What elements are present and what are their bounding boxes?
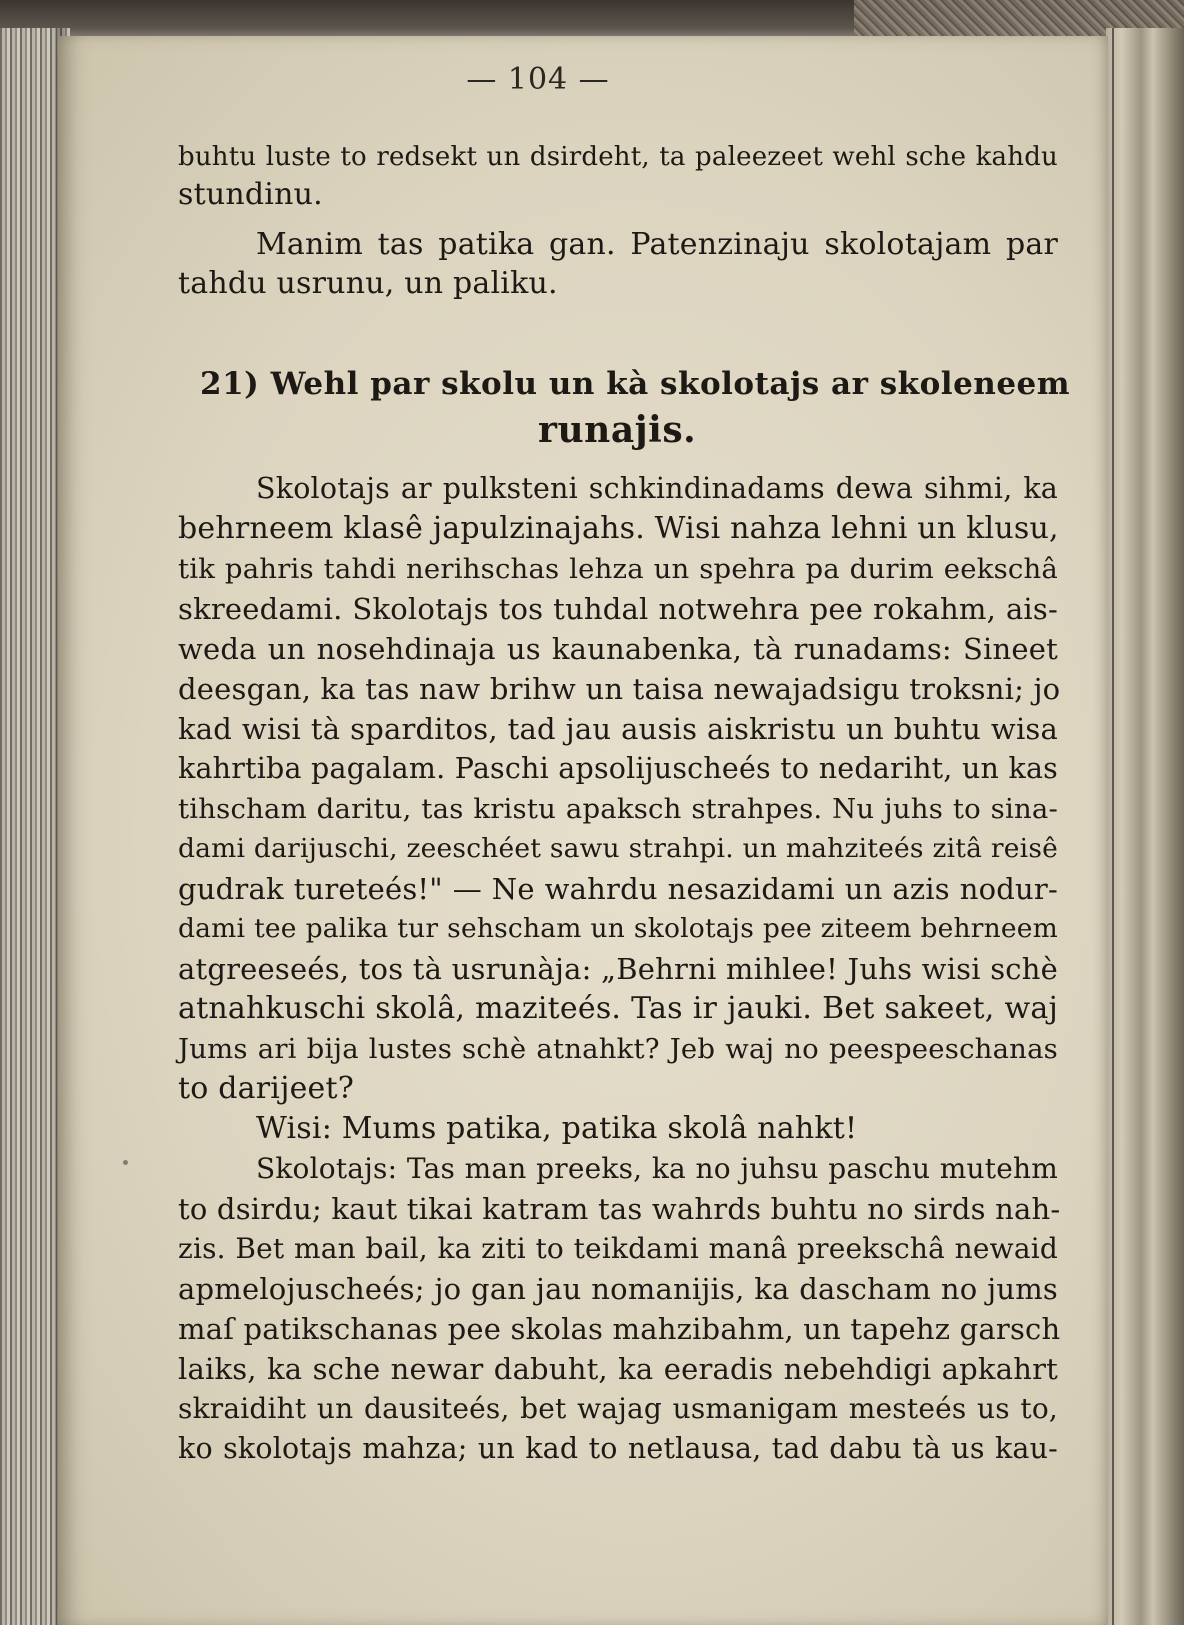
text-line: behrneem klasê japulzinajahs. Wisi nahza lehni un klusu, (178, 511, 1059, 546)
text-line: zis. Bet man bail, ka ziti to teikdami manâ preekschâ newaid (178, 1232, 1058, 1265)
text-line: dami darijuschi, zeeschéet sawu strahpi. un mahziteés zitâ reisê (178, 833, 1058, 864)
text-line: to dsirdu; kaut tikai katram tas wahrds buhtu no sirds nah- (178, 1192, 1061, 1226)
text-line: kahrtiba pagalam. Paschi apsolijuscheés to nedariht, un kas (178, 752, 1058, 785)
text-line: deesgan, ka tas naw brihw un taisa newajadsigu troksni; jo (178, 672, 1061, 706)
page-number: — 104 — (466, 62, 610, 97)
text-line: laiks, ka sche newar dabuht, ka eeradis nebehdigi apkahrt (178, 1352, 1058, 1386)
text-line: skraidiht un dausiteés, bet wajag usmanigam mesteés us to, (178, 1392, 1058, 1425)
text-line: atgreeseés, tos tà usrunàja: „Behrni mihlee! Juhs wisi schè (178, 952, 1058, 986)
text-line: Wisi: Mums patika, patika skolâ nahkt! (256, 1111, 858, 1146)
text-line: tik pahris tahdi nerihschas lehza un spehra pa durim eekschâ (178, 553, 1058, 585)
text-line: atnahkuschi skolâ, maziteés. Tas ir jauki. Bet sakeet, waj (178, 991, 1058, 1026)
text-line: gudrak tureteés!" — Ne wahrdu nesazidami un azis nodur- (178, 872, 1058, 906)
text-line: tahdu usrunu, un paliku. (178, 266, 558, 301)
text-line: tihscham daritu, tas kristu apaksch strahpes. Nu juhs to sina- (178, 793, 1058, 825)
text-line: skreedami. Skolotajs tos tuhdal notwehra pee rokahm, ais- (178, 592, 1058, 626)
text-line: apmelojuscheés; jo gan jau nomanijis, ka dascham no jums (178, 1272, 1058, 1306)
text-line: maſ patikschanas pee skolas mahzibahm, un tapehz garsch (178, 1312, 1061, 1346)
book-top-edge (0, 0, 1184, 40)
text-line: buhtu luste to redsekt un dsirdeht, ta paleezeet wehl sche kahdu (178, 142, 1058, 172)
text-line: Skolotajs: Tas man preeks, ka no juhsu paschu mutehm (256, 1152, 1058, 1185)
text-line: dami tee palika tur sehscham un skolotajs pee ziteem behrneem (178, 913, 1058, 944)
section-heading: 21) Wehl par skolu un kà skolotajs ar skoleneem (200, 366, 1071, 402)
text-line: weda un nosehdinaja us kaunabenka, tà runadams: Sineet (178, 632, 1058, 666)
text-line: stundinu. (178, 177, 323, 212)
right-page-stack (1106, 28, 1184, 1625)
text-line: Manim tas patika gan. Patenzinaju skolotajam par (256, 227, 1058, 262)
section-heading-continued: runajis. (538, 409, 697, 451)
text-line: Jums ari bija lustes schè atnahkt? Jeb waj no peespeeschanas (178, 1033, 1058, 1065)
text-line: kad wisi tà sparditos, tad jau ausis aiskristu un buhtu wisa (178, 712, 1058, 746)
paper-speck (123, 1160, 128, 1165)
text-line: Skolotajs ar pulksteni schkindinadams dewa sihmi, ka (256, 472, 1058, 505)
text-line: to darijeet? (178, 1071, 355, 1106)
text-line: ko skolotajs mahza; un kad to netlausa, tad dabu tà us kau- (178, 1432, 1058, 1465)
